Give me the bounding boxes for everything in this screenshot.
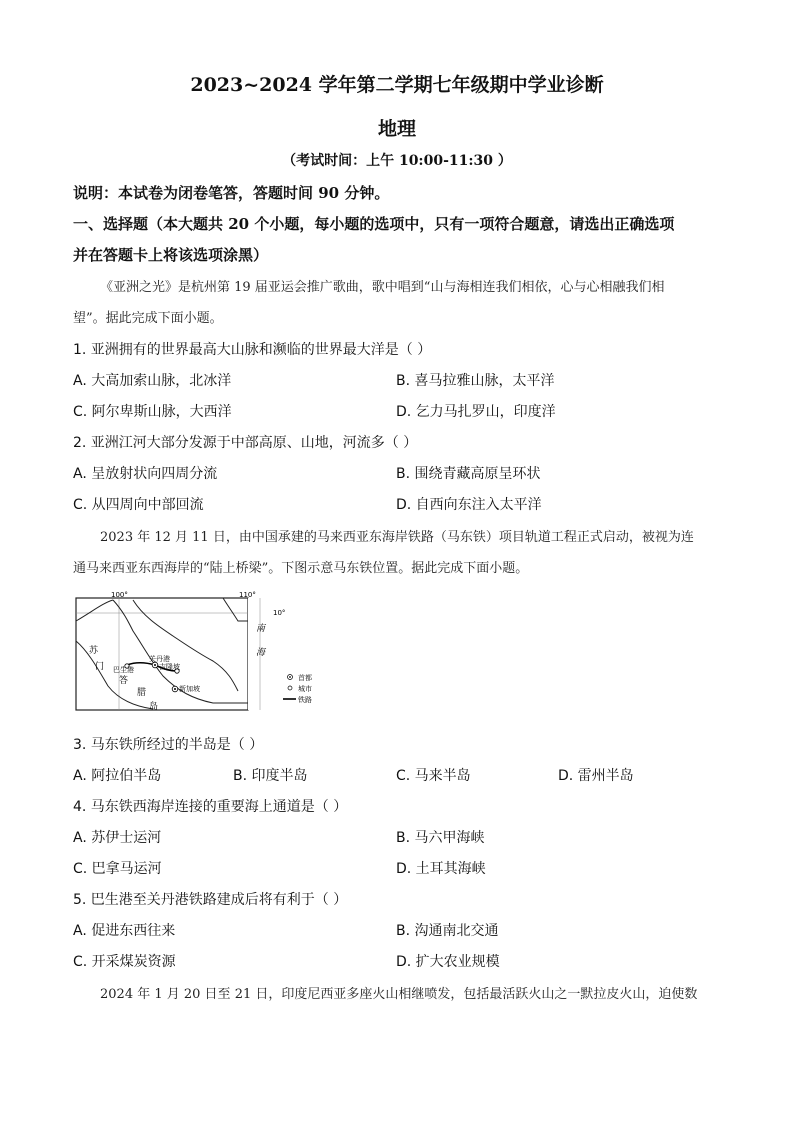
q5-option-c: C. 开采煤炭资源 (73, 954, 176, 970)
q5-option-a: A. 促进东西往来 (73, 923, 176, 939)
legend-railway: 铁路 (298, 696, 312, 704)
passage3-line1: 2024 年 1 月 20 日至 21 日，印度尼西亚多座火山相继喷发，包括最活跃火山之一默拉皮火山，迫使数 (100, 987, 698, 1002)
q3-option-b: B. 印度半岛 (233, 768, 308, 784)
q1-option-c: C. 阿尔卑斯山脉，大西洋 (73, 404, 232, 420)
q5-stem: 5. 巴生港至关丹港铁路建成后将有利于（ ） (73, 892, 348, 908)
lon-100-label: 100° (111, 591, 128, 599)
q1-option-d: D. 乞力马扎罗山，印度洋 (396, 404, 556, 420)
q3-option-c: C. 马来半岛 (396, 768, 471, 784)
q4-stem: 4. 马东铁西海岸连接的重要海上通道是（ ） (73, 799, 348, 815)
singapore-label: 新加坡 (179, 685, 200, 693)
south-china-sea-label-2: 海 (256, 648, 266, 658)
q5-option-b: B. 沟通南北交通 (396, 923, 499, 939)
legend-capital: 首都 (298, 674, 312, 682)
passage2-line2: 通马来西亚东西海岸的“陆上桥梁”。下图示意马东铁位置。据此完成下面小题。 (73, 561, 529, 576)
q2-option-a: A. 呈放射状向四周分流 (73, 466, 218, 482)
sumatra-label-2: 门 (95, 662, 105, 672)
south-china-sea-label-1: 南 (256, 624, 266, 634)
kuantan-label: 关丹港 (149, 655, 170, 663)
q1-option-a: A. 大高加索山脉，北冰洋 (73, 373, 232, 389)
passage1-line2: 望”。据此完成下面小题。 (73, 311, 223, 326)
q2-option-c: C. 从四周向中部回流 (73, 497, 204, 513)
sumatra-label-5: 岛 (149, 702, 159, 712)
q2-option-b: B. 围绕青藏高原呈环状 (396, 466, 541, 482)
lat-10-label: 10° (273, 609, 286, 617)
instruction-text: 说明：本试卷为闭卷笔答，答题时间 90 分钟。 (73, 184, 390, 202)
exam-title: 2023~2024 学年第二学期七年级期中学业诊断 (190, 74, 604, 96)
map-legend (283, 673, 312, 704)
section-heading-line1: 一、选择题（本大题共 20 个小题，每小题的选项中，只有一项符合题意，请选出正确选项 (73, 215, 675, 233)
q4-option-b: B. 马六甲海峡 (396, 830, 485, 846)
sumatra-label-1: 苏 (89, 646, 99, 656)
q4-option-a: A. 苏伊士运河 (73, 830, 162, 846)
exam-time: （考试时间：上午 10:00-11:30 ） (282, 153, 512, 169)
q2-option-d: D. 自西向东注入太平洋 (396, 497, 542, 513)
legend-city: 城市 (298, 685, 312, 693)
q5-option-d: D. 扩大农业规模 (396, 954, 500, 970)
q1-option-b: B. 喜马拉雅山脉，太平洋 (396, 373, 555, 389)
malaysia-railway-map (73, 591, 345, 717)
section-heading-line2: 并在答题卡上将该选项涂黑） (73, 246, 269, 264)
passage1-line1: 《亚洲之光》是杭州第 19 届亚运会推广歌曲，歌中唱到“山与海相连我们相依，心与心相融我们相 (100, 280, 665, 295)
q4-option-c: C. 巴拿马运河 (73, 861, 162, 877)
q1-stem: 1. 亚洲拥有的世界最高大山脉和濒临的世界最大洋是（ ） (73, 342, 432, 358)
subject-title: 地理 (377, 118, 416, 140)
q4-option-d: D. 土耳其海峡 (396, 861, 486, 877)
q3-option-d: D. 雷州半岛 (558, 768, 634, 784)
map-frame (76, 598, 248, 710)
kuala-lumpur-label: 吉隆坡 (159, 663, 180, 671)
q2-stem: 2. 亚洲江河大部分发源于中部高原、山地，河流多（ ） (73, 435, 418, 451)
q3-stem: 3. 马东铁所经过的半岛是（ ） (73, 737, 264, 753)
sumatra-label-3: 答 (119, 676, 129, 686)
passage2-line1: 2023 年 12 月 11 日，由中国承建的马来西亚东海岸铁路（马东铁）项目轨道工程正式启动，被视为连 (100, 530, 694, 545)
lon-110-label: 110° (239, 591, 256, 599)
port-klang-label: 巴生港 (113, 666, 134, 674)
sumatra-label-4: 腊 (137, 688, 147, 698)
q3-option-a: A. 阿拉伯半岛 (73, 768, 162, 784)
